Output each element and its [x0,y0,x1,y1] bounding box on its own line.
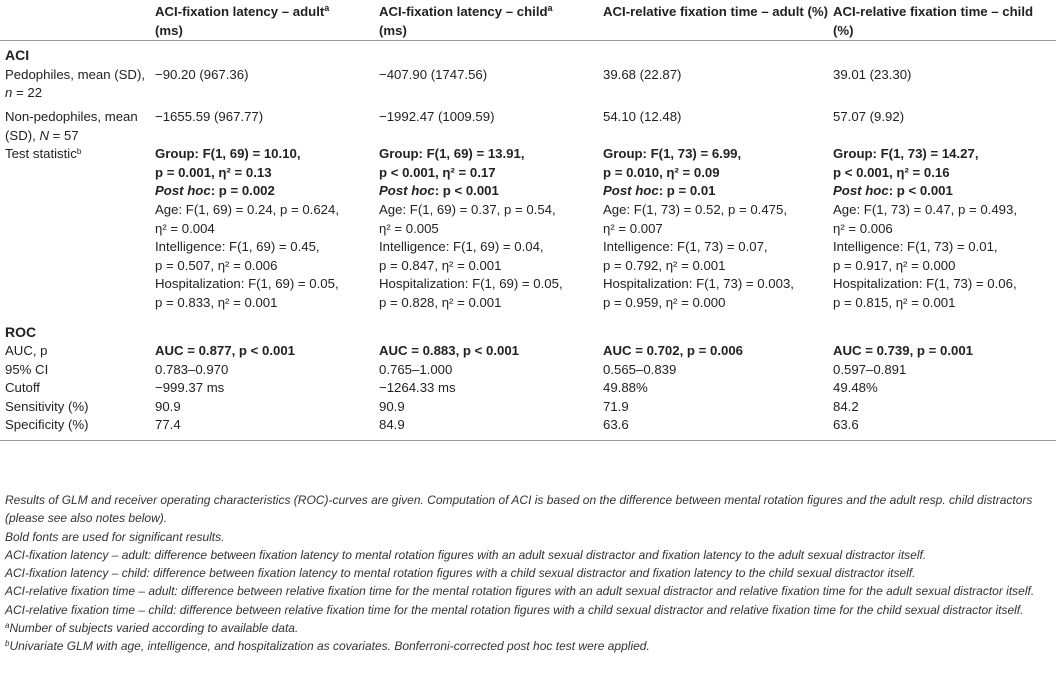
cell-value: −1992.47 (1009.59) [379,108,495,124]
cell-value: −1264.33 ms [379,380,456,396]
cell-test-statistic: Group: F(1, 69) = 13.91, p < 0.001, η² = 0.17 Post hoc: p < 0.001 Age: F(1, 69) = 0.37, p = 0.54, η² = 0.005 Intelligence: F(1, 69) = 0.04, p = 0.847, η² = 0.001 Hospitalization: F(1, 69) = 0.05, p = 0.828, η² = 0.001 [379,146,563,310]
table-row-sensitivity [0,398,1056,417]
cell-value: 90.9 [155,398,181,414]
footnote-a: $^a$Number of subjects varied according to available data. [5,621,299,636]
cell-value: −407.90 (1747.56) [379,66,488,82]
note-relfix-child: ACI-relative fixation time – child: difference between relative fixation time for the mental rotation figures with a child sexual distractor and relative fixation time for the child sexual distractor itself. [5,602,1024,617]
row-label-nonpedophiles: Non-pedophiles, mean (SD), N = 57 [5,108,138,143]
cell-value: −90.20 (967.36) [155,66,249,82]
cell-value: 63.6 [833,417,859,433]
row-label-test-statistic: Test statistic$^b$ [5,146,82,162]
cell-value: 0.765–1.000 [379,361,453,377]
cell-value: 39.68 (22.87) [603,66,682,82]
cell-value: 77.4 [155,417,181,433]
table-row-pedophiles [0,66,1056,108]
section-row-roc [0,318,1056,343]
section-row-aci [0,41,1056,66]
cell-value: 54.10 (12.48) [603,108,682,124]
cell-value: 57.07 (9.92) [833,108,905,124]
note-relfix-adult: ACI-relative fixation time – adult: difference between relative fixation time for the mental rotation figures with an adult sexual distractor and relative fixation time for the adult sexual distractor itself. [5,584,1035,599]
table-header-row [0,3,1056,41]
header-col-latency-child: ACI-fixation latency – child$^a$ (ms) [379,3,553,38]
cell-value: −999.37 ms [155,380,225,396]
cell-value: 71.9 [603,398,629,414]
table-row-specificity [0,416,1056,440]
section-label-roc: ROC [5,323,37,340]
row-label-pedophiles: Pedophiles, mean (SD), n = 22 [5,66,146,101]
table-row-auc [0,342,1056,361]
footnote-b: $^b$Univariate GLM with age, intelligence, and hospitalization as covariates. Bonferroni-corrected post hoc test were applied. [5,639,650,654]
cell-value: 0.565–0.839 [603,361,677,377]
header-blank [0,3,150,41]
cell-value: 49.48% [833,380,878,396]
cell-value: 49.88% [603,380,648,396]
cell-value: 84.2 [833,398,859,414]
cell-value: 84.9 [379,417,405,433]
section-label-aci: ACI [5,47,30,64]
cell-value: 0.783–0.970 [155,361,229,377]
cell-value: AUC = 0.702, p = 0.006 [603,343,744,359]
cell-value: 39.01 (23.30) [833,66,912,82]
header-col-relfix-child: ACI-relative fixation time – child (%) [833,4,1034,38]
cell-value: AUC = 0.739, p = 0.001 [833,343,974,359]
table-row-test-statistic [0,145,1056,317]
table-notes [5,491,1050,656]
cell-test-statistic: Group: F(1, 73) = 14.27, p < 0.001, η² = 0.16 Post hoc: p < 0.001 Age: F(1, 73) = 0.47, p = 0.493, η² = 0.006 Intelligence: F(1, 73) = 0.01, p = 0.917, η² = 0.000 Hospitalization: F(1, 73) = 0.06, p = 0.815, η² = 0.001 [833,146,1018,310]
cell-value: 0.597–0.891 [833,361,907,377]
header-col-latency-adult: ACI-fixation latency – adult$^a$ (ms) [155,3,330,38]
results-table [0,3,1056,441]
cell-value: 90.9 [379,398,405,414]
cell-test-statistic: Group: F(1, 73) = 6.99, p = 0.010, η² = 0.09 Post hoc: p = 0.01 Age: F(1, 73) = 0.52, p = 0.475, η² = 0.007 Intelligence: F(1, 73) = 0.07, p = 0.792, η² = 0.001 Hospitalization: F(1, 73) = 0.003, p = 0.959, η² = 0.000 [603,146,794,310]
row-label-specificity: Specificity (%) [5,417,89,433]
cell-value: AUC = 0.877, p < 0.001 [155,343,296,359]
row-label-ci: 95% CI [5,361,49,377]
cell-value: −1655.59 (967.77) [155,108,264,124]
table-row-nonpedophiles [0,108,1056,145]
note-results: Results of GLM and receiver operating characteristics (ROC)-curves are given. Computation of ACI is based on the difference between mental rotation figures and the adult resp. child distractors (please see also notes below). [5,493,1033,526]
note-latency-child: ACI-fixation latency – child: difference between fixation latency to mental rotation figures with a child sexual distractor and fixation latency to the child sexual distractor itself. [5,566,916,581]
row-label-cutoff: Cutoff [5,380,40,396]
cell-value: AUC = 0.883, p < 0.001 [379,343,520,359]
row-label-sensitivity: Sensitivity (%) [5,398,89,414]
note-latency-adult: ACI-fixation latency – adult: difference between fixation latency to mental rotation figures with an adult sexual distractor and fixation latency to the adult sexual distractor itself. [5,547,927,562]
table-row-cutoff [0,379,1056,398]
header-col-relfix-adult: ACI-relative fixation time – adult (%) [603,4,828,19]
cell-value: 63.6 [603,417,629,433]
row-label-auc: AUC, p [5,343,48,359]
cell-test-statistic: Group: F(1, 69) = 10.10, p = 0.001, η² = 0.13 Post hoc: p = 0.002 Age: F(1, 69) = 0.24, p = 0.624, η² = 0.004 Intelligence: F(1, 69) = 0.45, p = 0.507, η² = 0.006 Hospitalization: F(1, 69) = 0.05, p = 0.833, η² = 0.001 [155,146,340,310]
table-row-ci [0,361,1056,380]
note-bold: Bold fonts are used for significant results. [5,529,225,544]
